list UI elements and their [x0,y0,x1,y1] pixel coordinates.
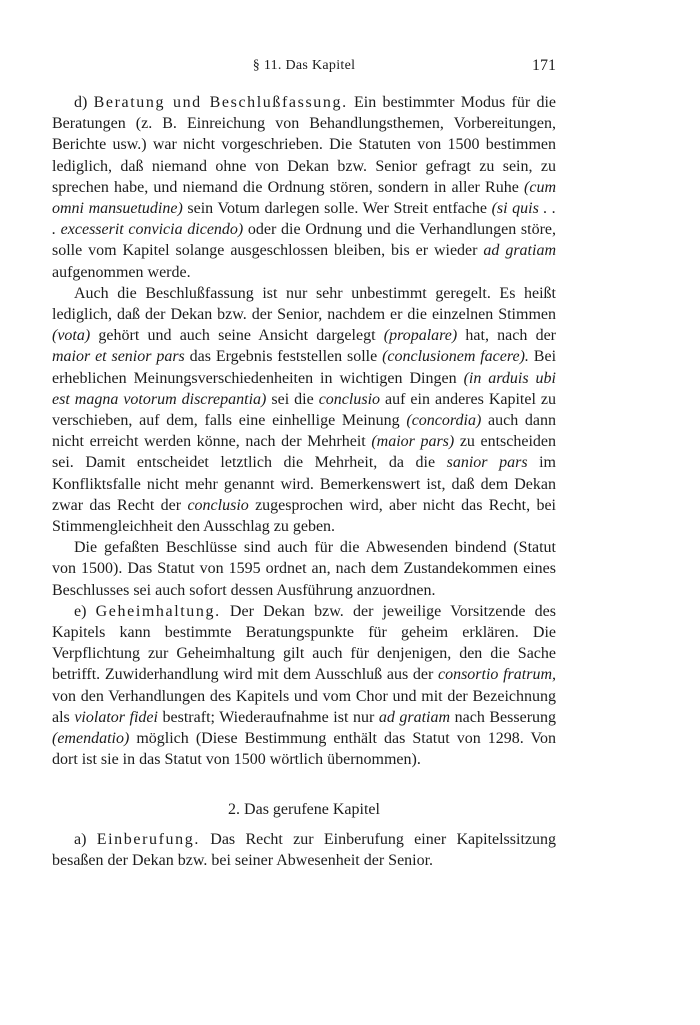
paragraph-beschluesse: Die gefaßten Beschlüsse sind auch für die Abwesenden bindend (Statut von 1500). Das Statut von 1595 ordnet an, nach dem Zustandekommen eines Beschlusses sei auch sofort dessen Ausführung anzuordnen. [52,539,556,599]
page-number: 171 [532,57,556,74]
subheading-einberufung: Einberufung. [96,830,200,848]
paragraph-beratung: d) Beratung und Beschlußfassung. Ein bestimmter Modus für die Beratungen (z. B. Einreichung von Behandlungsthemen, Vorbereitungen, Berichte usw.) war nicht vorgeschrieben. Die Statuten von 1500 bestimmen lediglich, daß niemand ohne von Dekan bzw. Senior gefragt zu sein, zu sprechen habe, und niemand die Ordnung stören, sondern in aller Ruhe (cum omni mansuetudine) sein Votum darlegen solle. Wer Streit entfache (si quis . . . excesserit convicia dicendo) oder die Ordnung und die Verhandlungen störe, solle vom Kapitel solange ausgeschlossen bleiben, bis er wieder ad gratiam aufgenommen werde. [52,94,557,281]
page-header [52,58,556,80]
subheading-geheimhaltung: Geheimhaltung. [95,602,221,620]
subheading-beratung: Beratung und Beschlußfassung. [93,94,348,111]
running-title: § 11. Das Kapitel [252,58,356,73]
paragraph-einberufung: a) Einberufung. Das Recht zur Einberufung einer Kapitelssitzung besaßen der Dekan bzw. bei seiner Abwesenheit der Senior. [52,830,557,869]
paragraph-beschlussfassung: Auch die Beschlußfassung ist nur sehr unbestimmt geregelt. Es heißt lediglich, daß der Dekan bzw. der Senior, nachdem er die einzelnen Stimmen (vota) gehört und auch seine Ansicht dargelegt (propalare) hat, nach der maior et senior pars das Ergebnis feststellen solle (conclusionem facere). Bei erheblichen Meinungsverschiedenheiten in wichtigen Dingen (in arduis ubi est magna votorum discrepantia) sei die conclusio auf ein anderes Kapitel zu verschieben, auf dem, falls eine einhellige Meinung (concordia) auch dann nicht erreicht werden könne, nach der Mehrheit (maior pars) zu entscheiden sei. Damit entscheidet letztlich die Mehrheit, da die sanior pars im Konfliktsfalle nicht mehr genannt wird. Bemerkenswert ist, daß dem Dekan zwar das Recht der conclusio zugesprochen wird, aber nicht das Recht, bei Stimmengleichheit den Ausschlag zu geben. [52,284,557,536]
section-heading: 2. Das gerufene Kapitel [228,800,380,818]
page-body [52,92,556,871]
paragraph-geheimhaltung: e) Geheimhaltung. Der Dekan bzw. der jeweilige Vorsitzende des Kapitels kann bestimmte Beratungspunkte für geheim erklären. Die Verpflichtung zur Geheimhaltung gilt auch für denjenigen, den die Sache betrifft. Zuwiderhandlung wird mit dem Ausschluß aus der consortio fratrum, von den Verhandlungen des Kapitels und vom Chor und mit der Bezeichnung als violator fidei bestraft; Wiederaufnahme ist nur ad gratiam nach Besserung (emendatio) möglich (Diese Bestimmung enthält das Statut von 1298. Von dort ist sie in das Statut von 1500 wörtlich übernommen). [52,602,557,769]
